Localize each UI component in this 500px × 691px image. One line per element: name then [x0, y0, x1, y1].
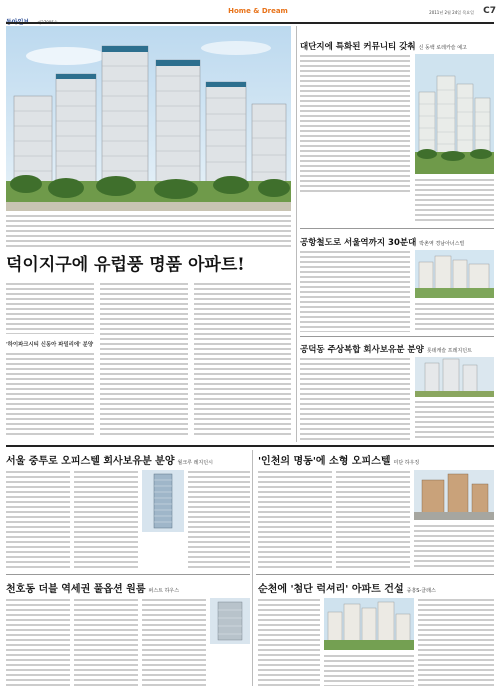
suncheon-tag: 중흥S-클래스 — [406, 588, 436, 594]
incheon-photo — [414, 470, 494, 520]
seoul-office-col3 — [188, 470, 250, 570]
suncheon-col2-under-photo — [324, 654, 414, 686]
suncheon-complex-rendering — [324, 598, 414, 650]
seoul-office-photo — [142, 470, 184, 532]
daejeon-complex-rendering — [415, 54, 494, 174]
deogi-subhead: '하이파크시티 신동아 파밀리에' 분양 — [6, 342, 94, 348]
incheon-col2 — [336, 470, 410, 570]
airport-rule — [300, 336, 494, 337]
gongdeok-tower-rendering — [415, 357, 494, 397]
deogi-col1-b — [6, 352, 94, 438]
deogi-col1-a — [6, 282, 94, 334]
incheon-col1 — [258, 470, 332, 570]
seoul-office-tag: 월크루 레지던시 — [177, 460, 213, 466]
incheon-headline — [258, 452, 494, 467]
seoul-office-title: 서울 중투로 오피스텔 회사보유분 분양 — [6, 456, 175, 467]
gongdeok-body-left — [300, 357, 410, 441]
airport-title: 공항철도로 서울역까지 30분대 — [300, 238, 417, 248]
incheon-col3 — [414, 524, 494, 570]
incheon-tag: 미단 하우징 — [393, 460, 420, 466]
seoul-office-col1 — [6, 470, 70, 570]
daejeon-photo — [415, 54, 494, 174]
incheon-title: '인천의 명동'에 소형 오피스텔 — [258, 456, 391, 467]
daejeon-headline — [300, 40, 494, 52]
cheondong-tag: 퍼스트 하우스 — [148, 588, 180, 594]
gongdeok-photo — [415, 357, 494, 397]
airport-photo — [415, 250, 494, 298]
page-number: C7 — [483, 6, 496, 16]
airport-body-right — [415, 302, 494, 332]
column-divider — [296, 26, 297, 442]
airport-body-left — [300, 250, 410, 332]
airport-headline — [300, 236, 494, 248]
cheondong-headline — [6, 580, 250, 595]
deogi-col2 — [100, 282, 188, 438]
airport-complex-rendering — [415, 250, 494, 298]
seoul-office-col2 — [74, 470, 138, 570]
bottom-rule-left — [6, 574, 250, 575]
gongdeok-headline — [300, 343, 494, 355]
daejeon-rule — [300, 228, 494, 229]
seoul-office-headline — [6, 452, 250, 467]
gongdeok-title: 공덕동 주상복합 회사보유분 분양 — [300, 345, 424, 355]
issue-date: 2011년 2월 24일 목요일 — [429, 10, 474, 15]
cheondong-building-rendering — [210, 598, 250, 644]
section-brand: Home & Dream — [228, 7, 288, 15]
daejeon-body-left — [300, 54, 410, 194]
deogi-col3 — [194, 282, 291, 438]
suncheon-col1 — [258, 598, 320, 686]
incheon-building-rendering — [414, 470, 494, 520]
suncheon-title: 순천에 '첨단 럭셔리' 아파트 건설 — [258, 584, 404, 595]
masthead — [6, 9, 126, 21]
deogi-headline: 덕이지구에 유럽풍 명품 아파트! — [6, 255, 245, 275]
suncheon-col3 — [418, 598, 494, 686]
airport-tag: 박촌역 경남아너스빌 — [419, 241, 465, 247]
gongdeok-tag: 롯데캐슬 프레지던트 — [426, 348, 472, 354]
header-rule — [6, 22, 494, 24]
seoul-office-tower-rendering — [142, 470, 184, 532]
deogi-intro-text — [6, 214, 291, 250]
bottom-divider — [252, 450, 253, 686]
middle-rule — [6, 445, 494, 447]
suncheon-headline — [258, 580, 494, 595]
daejeon-body-right — [415, 178, 494, 224]
cheondong-title: 천호동 더블 역세권 풀옵션 원룸 — [6, 584, 146, 595]
cheondong-col2 — [74, 598, 138, 686]
bottom-rule-right — [256, 574, 494, 575]
cheondong-col1 — [6, 598, 70, 686]
apartment-photo — [6, 26, 291, 211]
cheondong-col3 — [142, 598, 206, 686]
cheondong-photo — [210, 598, 250, 644]
apartment-rendering — [6, 26, 291, 211]
daejeon-tag: 신 동백 로레카슬 예고 — [418, 45, 467, 51]
daejeon-title: 대단지에 특화된 커뮤니티 갖춰 — [300, 42, 416, 52]
suncheon-photo — [324, 598, 414, 650]
gongdeok-body-right — [415, 400, 494, 441]
